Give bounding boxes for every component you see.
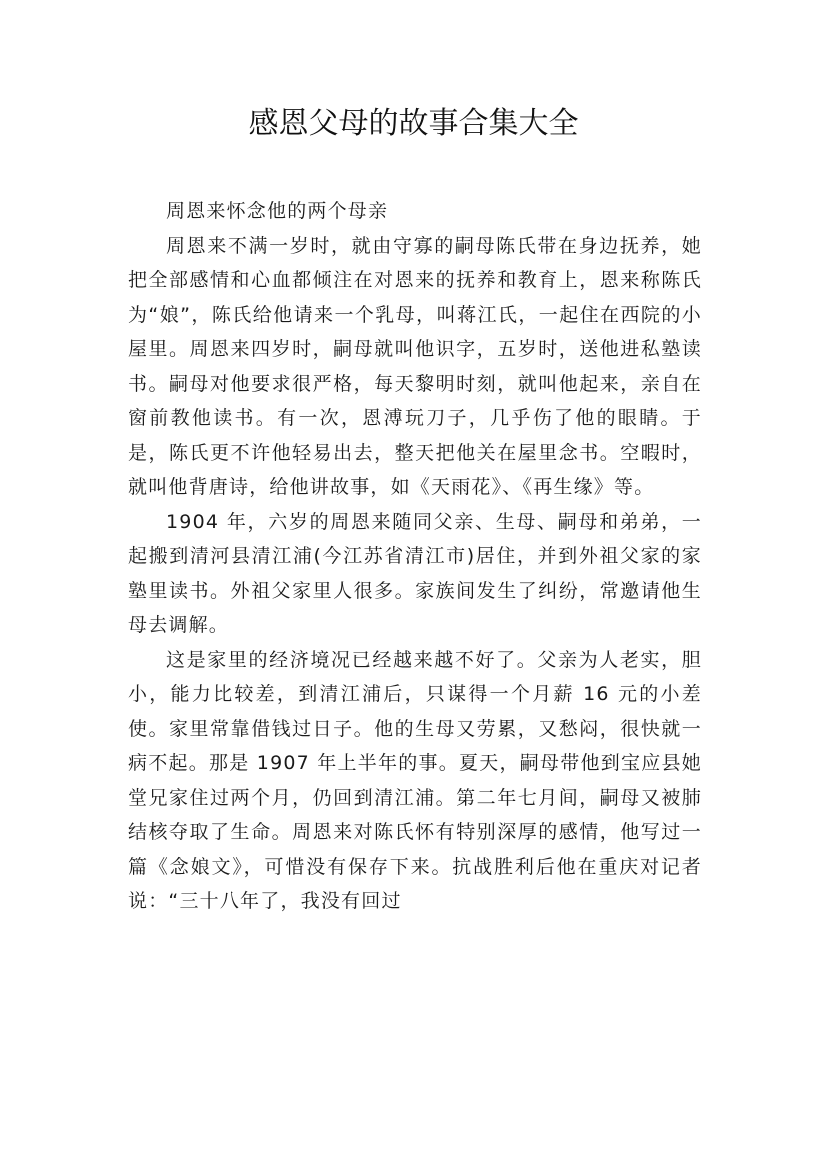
- paragraph-2: 1904 年，六岁的周恩来随同父亲、生母、嗣母和弟弟，一起搬到清河县清江浦(今江苏省清江市)居住，并到外祖父家的家塾里读书。外祖父家里人很多。家族间发生了纠纷，常邀请他生母去调解。: [128, 510, 702, 636]
- document-body: [128, 194, 702, 919]
- section-heading: 周恩来怀念他的两个母亲: [166, 200, 389, 222]
- document-title: 感恩父母的故事合集大全: [248, 106, 579, 141]
- paragraph-1: 周恩来不满一岁时，就由守寡的嗣母陈氏带在身边抚养，她把全部感情和心血都倾注在对恩来的抚养和教育上，恩来称陈氏为“娘”，陈氏给他请来一个乳母，叫蒋江氏，一起住在西院的小屋里。周恩来四岁时，嗣母就叫他识字，五岁时，送他进私塾读书。嗣母对他要求很严格，每天黎明时刻，就叫他起来，亲自在窗前教他读书。有一次，恩溥玩刀子，几乎伤了他的眼睛。于是，陈氏更不许他轻易出去，整天把他关在屋里念书。空暇时，就叫他背唐诗，给他讲故事，如《天雨花》、《再生缘》等。: [128, 234, 702, 498]
- paragraph-3: 这是家里的经济境况已经越来越不好了。父亲为人老实，胆小，能力比较差，到清江浦后，只谋得一个月薪 16 元的小差使。家里常靠借钱过日子。他的生母又劳累，又愁闷，很快就一病不起。那是 1907 年上半年的事。夏天，嗣母带他到宝应县她堂兄家住过两个月，仍回到清江浦。第二年七月间，嗣母又被肺结核夺取了生命。周恩来对陈氏怀有特别深厚的感情，他写过一篇《念娘文》，可惜没有保存下来。抗战胜利后他在重庆对记者说：“三十八年了，我没有回过: [128, 648, 702, 912]
